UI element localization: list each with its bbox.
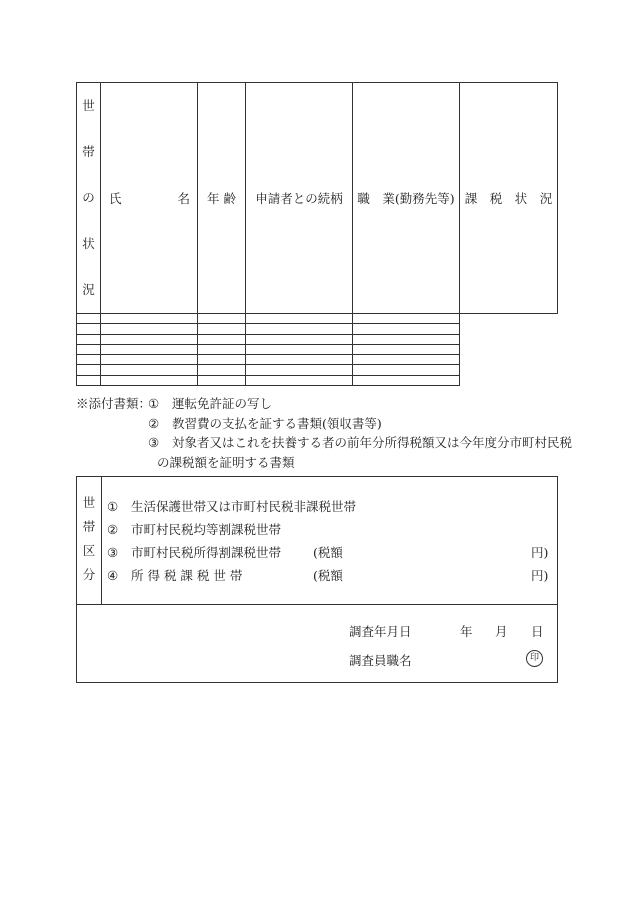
cell-tax-status[interactable] xyxy=(353,344,460,354)
cell-name[interactable] xyxy=(77,365,101,375)
cell-tax-status[interactable] xyxy=(353,375,460,385)
cell-age[interactable] xyxy=(101,365,198,375)
cell-occupation[interactable] xyxy=(246,355,353,365)
cell-age[interactable] xyxy=(101,324,198,334)
table-row xyxy=(77,314,558,324)
cell-relation[interactable] xyxy=(198,314,246,324)
year-label: 年 xyxy=(460,624,473,639)
classification-list xyxy=(107,495,547,587)
cell-occupation[interactable] xyxy=(246,375,353,385)
attachment-number: ② xyxy=(148,415,160,431)
cell-age[interactable] xyxy=(101,355,198,365)
household-status-table xyxy=(76,82,558,386)
attachment-item xyxy=(76,414,572,434)
cell-occupation[interactable] xyxy=(246,344,353,354)
table-row xyxy=(77,355,558,365)
cell-name[interactable] xyxy=(77,334,101,344)
side-char: 況 xyxy=(82,282,95,297)
attachment-continuation: の課税額を証明する書類 xyxy=(157,454,295,470)
option-text: 生活保護世帯又は市町村民税非課税世帯 xyxy=(131,499,357,514)
classification-option[interactable] xyxy=(107,518,547,541)
option-number: ③ xyxy=(107,545,119,560)
household-side-label xyxy=(77,83,101,314)
surveyor-title-label: 調査員職名 xyxy=(349,653,412,668)
table-row xyxy=(77,344,558,354)
survey-date-row xyxy=(349,622,544,640)
option-number: ④ xyxy=(107,568,119,583)
cell-name[interactable] xyxy=(77,355,101,365)
cell-relation[interactable] xyxy=(198,365,246,375)
table-row xyxy=(77,324,558,334)
side-char: 帯 xyxy=(82,144,95,159)
table-header-row xyxy=(77,83,558,314)
option-number: ② xyxy=(107,522,119,537)
table-row xyxy=(77,334,558,344)
classification-side-label xyxy=(77,477,102,604)
header-age: 年 齢 xyxy=(198,83,246,314)
header-relation: 申請者との続柄 xyxy=(246,83,353,314)
header-occupation: 職 業(勤務先等) xyxy=(353,83,460,314)
cell-occupation[interactable] xyxy=(246,334,353,344)
side-char: 帯 xyxy=(82,519,96,534)
table-row xyxy=(77,365,558,375)
cell-occupation[interactable] xyxy=(246,324,353,334)
yen-label: 円) xyxy=(531,568,549,583)
cell-occupation[interactable] xyxy=(246,365,353,375)
table-row xyxy=(77,375,558,385)
cell-name[interactable] xyxy=(77,375,101,385)
classification-option[interactable] xyxy=(107,564,547,587)
cell-age[interactable] xyxy=(101,314,198,324)
cell-age[interactable] xyxy=(101,375,198,385)
tax-amount-label: (税額 xyxy=(313,568,343,583)
cell-tax-status[interactable] xyxy=(353,365,460,375)
attachment-number: ① xyxy=(148,396,160,411)
attachments-label: ※添付書類： xyxy=(76,396,152,411)
cell-name[interactable] xyxy=(77,314,101,324)
household-classification-box xyxy=(76,476,558,683)
classification-option[interactable] xyxy=(107,541,547,564)
day-label: 日 xyxy=(531,624,544,639)
side-char: 状 xyxy=(82,236,95,251)
classification-option[interactable] xyxy=(107,495,547,518)
cell-age[interactable] xyxy=(101,344,198,354)
cell-relation[interactable] xyxy=(198,375,246,385)
month-label: 月 xyxy=(495,624,508,639)
cell-name[interactable] xyxy=(77,344,101,354)
attachment-text: 教習費の支払を証する書類(領収書等) xyxy=(172,415,382,431)
option-text: 市町村民税所得割課税世帯 xyxy=(131,545,282,560)
attachment-text: 運転免許証の写し xyxy=(172,396,273,411)
cell-relation[interactable] xyxy=(198,324,246,334)
cell-relation[interactable] xyxy=(198,355,246,365)
cell-tax-status[interactable] xyxy=(353,334,460,344)
attachment-item xyxy=(76,394,572,414)
header-tax-status: 課 税 状 況 xyxy=(460,83,558,314)
attachment-number: ③ xyxy=(148,435,160,450)
survey-date-label: 調査年月日 xyxy=(349,624,412,639)
seal-icon: 印 xyxy=(526,650,543,667)
yen-label: 円) xyxy=(531,545,549,560)
cell-tax-status[interactable] xyxy=(353,355,460,365)
side-char: 区 xyxy=(82,543,96,558)
header-name: 氏 名 xyxy=(101,83,198,314)
section-divider xyxy=(77,604,557,605)
option-text: 市町村民税均等割課税世帯 xyxy=(131,522,282,537)
cell-relation[interactable] xyxy=(198,334,246,344)
household-side-chars xyxy=(77,83,100,313)
side-char: の xyxy=(82,190,95,205)
attachments-note xyxy=(76,394,572,472)
cell-tax-status[interactable] xyxy=(353,314,460,324)
tax-amount-label: (税額 xyxy=(313,545,343,560)
option-number: ① xyxy=(107,499,119,514)
cell-age[interactable] xyxy=(101,334,198,344)
attachment-text: 対象者又はこれを扶養する者の前年分所得税額又は今年度分市町村民税 xyxy=(172,435,573,450)
side-char: 世 xyxy=(82,495,96,510)
side-char: 分 xyxy=(82,567,96,582)
attachment-item xyxy=(76,433,572,453)
cell-relation[interactable] xyxy=(198,344,246,354)
option-text: 所 得 税 課 税 世 帯 xyxy=(131,568,243,583)
cell-tax-status[interactable] xyxy=(353,324,460,334)
surveyor-row xyxy=(349,651,549,669)
cell-name[interactable] xyxy=(77,324,101,334)
side-char: 世 xyxy=(82,98,95,113)
cell-occupation[interactable] xyxy=(246,314,353,324)
